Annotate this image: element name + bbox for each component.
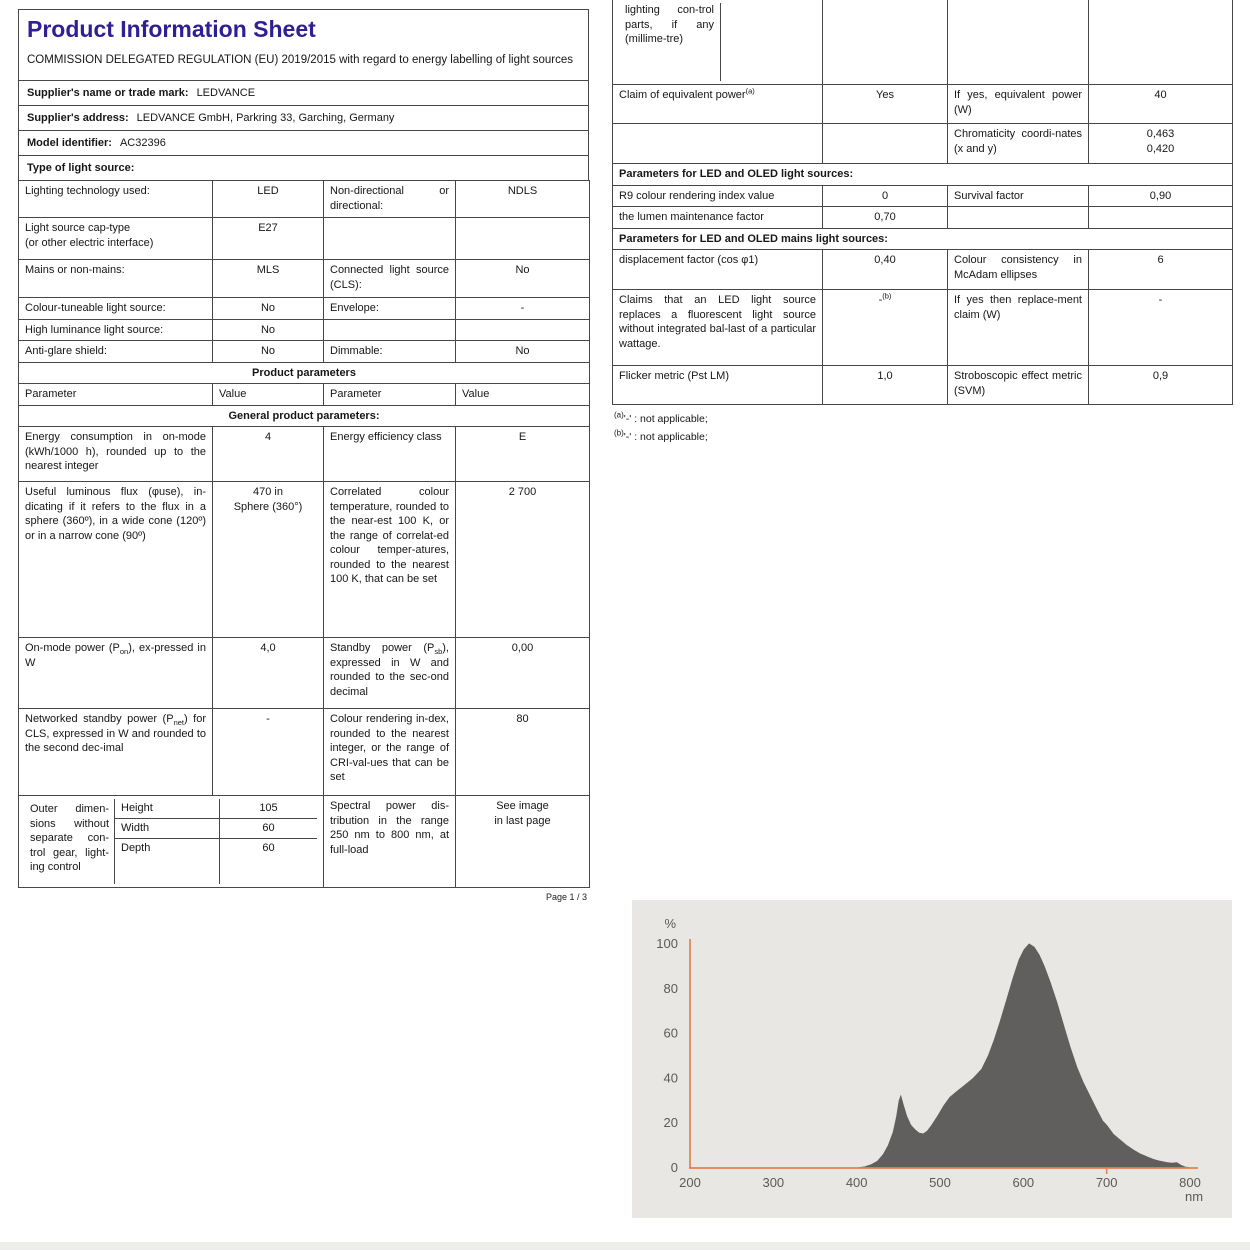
svg-text:300: 300: [762, 1175, 785, 1190]
left-product-table: [18, 180, 590, 888]
continuation-group: [619, 3, 816, 81]
value-cell: No: [213, 319, 324, 341]
param-cell: Envelope:: [324, 298, 456, 320]
param-cell: Stroboscopic effect metric (SVM): [948, 366, 1089, 405]
param-cell: [948, 0, 1089, 85]
continuation-label: lighting con-trol parts, if any (millime-tre): [619, 3, 721, 81]
param-cell: Mains or non-mains:: [19, 260, 213, 298]
type-of-light-source-label: Type of light source:: [27, 162, 135, 175]
param-cell: Colour rendering in-dex, rounded to the nearest integer, or the range of CRI-val-ues that can be set: [324, 709, 456, 796]
value-cell: 0,70: [823, 207, 948, 229]
value-cell: 0,40: [823, 250, 948, 290]
continuation-cell: [613, 0, 823, 85]
value-cell: 0,463 0,420: [1089, 124, 1233, 164]
param-cell: Colour consistency in McAdam ellipses: [948, 250, 1089, 290]
value-cell: 0,9: [1089, 366, 1233, 405]
param-cell: If yes, equivalent power (W): [948, 85, 1089, 124]
param-cell: Spectral power dis-tribution in the range 250 nm to 800 nm, at full-load: [324, 796, 456, 888]
supplier-address-label: Supplier's address:: [27, 112, 129, 125]
value-cell: 80: [456, 709, 590, 796]
value-cell: See image in last page: [456, 796, 590, 888]
param-cell: High luminance light source:: [19, 319, 213, 341]
value-cell: E: [456, 427, 590, 482]
param-cell: Non-directional or directional:: [324, 181, 456, 218]
param-cell: Lighting technology used:: [19, 181, 213, 218]
title-block: [18, 9, 589, 81]
param-cell: [324, 319, 456, 341]
value-cell: [456, 218, 590, 260]
param-cell: [948, 207, 1089, 229]
model-identifier-value: AC32396: [119, 137, 166, 150]
value-cell: -$^{(b)}$: [823, 290, 948, 366]
section-header-led-oled-mains: Parameters for LED and OLED mains light sources:: [613, 228, 1233, 250]
dimension-value: 105: [219, 799, 317, 818]
supplier-name-row: [18, 80, 589, 106]
value-cell: LED: [213, 181, 324, 218]
value-cell: No: [456, 260, 590, 298]
svg-text:20: 20: [663, 1115, 678, 1131]
param-cell: Standby power $(P_{sb})$, expressed in W and rounded to the sec-ond decimal: [324, 638, 456, 709]
svg-text:60: 60: [663, 1025, 678, 1041]
param-cell: the lumen maintenance factor: [613, 207, 823, 229]
param-cell: [324, 218, 456, 260]
page-title: Product Information Sheet: [27, 16, 316, 42]
svg-text:100: 100: [656, 936, 678, 951]
value-cell: 6: [1089, 250, 1233, 290]
param-cell: Light source cap-type (or other electric interface): [19, 218, 213, 260]
param-cell: Useful luminous flux (φuse), in-dicating if it refers to the flux in a sphere (360º), in a wide cone (120º) or in a narrow cone (90º): [19, 482, 213, 638]
param-cell: Anti-glare shield:: [19, 341, 213, 363]
dimension-value: 60: [219, 819, 317, 838]
value-cell: 470 in Sphere (360°): [213, 482, 324, 638]
value-cell: E27: [213, 218, 324, 260]
dimension-row: [115, 839, 317, 884]
supplier-name-value: LEDVANCE: [196, 87, 256, 100]
dimensions-subtable: [115, 799, 317, 884]
value-cell: -: [1089, 290, 1233, 366]
param-cell: Chromaticity coordi-nates (x and y): [948, 124, 1089, 164]
model-identifier-row: [18, 130, 589, 156]
page-number: Page 1 / 3: [545, 892, 587, 903]
value-cell: Yes: [823, 85, 948, 124]
param-cell: [613, 124, 823, 164]
param-cell: R9 colour rendering index value: [613, 185, 823, 207]
section-header-general-parameters: General product parameters:: [19, 405, 590, 427]
svg-text:200: 200: [679, 1175, 701, 1190]
outer-dimensions-cell: [19, 796, 324, 888]
continuation-empty: [721, 3, 816, 81]
spectral-power-distribution-chart: [632, 900, 1232, 1218]
value-cell: 2 700: [456, 482, 590, 638]
svg-text:800: 800: [1179, 1175, 1201, 1190]
value-cell: 0,00: [456, 638, 590, 709]
product-information-sheet-page: [18, 10, 589, 902]
svg-text:500: 500: [929, 1175, 951, 1190]
value-cell: [1089, 207, 1233, 229]
footnotes: [612, 410, 1232, 444]
param-cell: Survival factor: [948, 185, 1089, 207]
param-cell: On-mode power $(P_{on})$, ex-pressed in W: [19, 638, 213, 709]
param-cell: displacement factor (cos φ1): [613, 250, 823, 290]
param-cell: Energy consumption in on-mode (kWh/1000 h), rounded up to the nearest integer: [19, 427, 213, 482]
column-header: Value: [456, 384, 590, 406]
param-cell: If yes then replace-ment claim (W): [948, 290, 1089, 366]
footnote-b: $^{(b)}$'-' : not applicable;: [614, 428, 708, 444]
param-cell: Colour-tuneable light source:: [19, 298, 213, 320]
product-information-sheet-page-2: [612, 0, 1232, 449]
value-cell: -: [213, 709, 324, 796]
svg-text:700: 700: [1095, 1175, 1118, 1190]
svg-text:400: 400: [845, 1175, 868, 1190]
value-cell: [456, 319, 590, 341]
value-cell: No: [456, 341, 590, 363]
param-cell: Correlated colour temperature, rounded to the near-est 100 K, or the range of correlat-ed colour temper-atures, rounded to the nearest 100 K, that can be set: [324, 482, 456, 638]
param-cell: Connected light source (CLS):: [324, 260, 456, 298]
outer-dimensions-group: [25, 799, 317, 884]
dimension-row: [115, 819, 317, 839]
svg-text:40: 40: [663, 1070, 678, 1086]
value-cell: NDLS: [456, 181, 590, 218]
footnote-a: $^{(a)}$'-' : not applicable;: [614, 410, 708, 426]
supplier-name-label: Supplier's name or trade mark:: [27, 87, 189, 100]
param-cell: Dimmable:: [324, 341, 456, 363]
value-cell: [823, 0, 948, 85]
param-cell: Energy efficiency class: [324, 427, 456, 482]
regulation-subtitle: COMMISSION DELEGATED REGULATION (EU) 2019/2015 with regard to energy labelling of light sources: [27, 54, 574, 66]
column-header: Value: [213, 384, 324, 406]
right-product-table: [612, 0, 1233, 405]
outer-dimensions-label: Outer dimen-sions without separate con-trol gear, light-ing control: [25, 799, 115, 884]
value-cell: 4: [213, 427, 324, 482]
value-cell: MLS: [213, 260, 324, 298]
value-cell: -: [456, 298, 590, 320]
dimension-value: 60: [219, 839, 317, 884]
value-cell: [823, 124, 948, 164]
param-cell: Claim of equivalent power$^{(a)}$: [613, 85, 823, 124]
svg-text:0: 0: [670, 1160, 678, 1175]
section-header-product-parameters: Product parameters: [19, 362, 590, 384]
model-identifier-label: Model identifier:: [27, 137, 112, 150]
spectral-chart-svg: [632, 900, 1232, 1218]
svg-text:%: %: [664, 916, 676, 931]
param-cell: Flicker metric (Pst LM): [613, 366, 823, 405]
value-cell: 4,0: [213, 638, 324, 709]
supplier-address-value: LEDVANCE GmbH, Parkring 33, Garching, Germany: [136, 112, 395, 125]
svg-text:600: 600: [1012, 1175, 1035, 1190]
value-cell: 0,90: [1089, 185, 1233, 207]
svg-text:nm: nm: [1184, 1189, 1204, 1204]
dimension-name: Width: [121, 822, 150, 835]
dimension-row: [115, 799, 317, 819]
page-bottom-edge: [0, 1242, 1250, 1250]
value-cell: No: [213, 341, 324, 363]
dimension-name: Height: [121, 802, 153, 815]
param-cell: Claims that an LED light source replaces a fluorescent light source without integrated bal-last of a particular wattage.: [613, 290, 823, 366]
section-header-led-oled: Parameters for LED and OLED light sources:: [613, 164, 1233, 186]
supplier-address-row: [18, 105, 589, 131]
value-cell: 40: [1089, 85, 1233, 124]
type-of-light-source-row: [18, 155, 589, 181]
column-header: Parameter: [324, 384, 456, 406]
svg-text:80: 80: [663, 980, 678, 996]
param-cell: Networked standby power $(P_{net})$ for CLS, expressed in W and rounded to the second dec-imal: [19, 709, 213, 796]
column-header: Parameter: [19, 384, 213, 406]
value-cell: [1089, 0, 1233, 85]
dimension-name: Depth: [121, 842, 151, 855]
value-cell: 1,0: [823, 366, 948, 405]
value-cell: No: [213, 298, 324, 320]
value-cell: 0: [823, 185, 948, 207]
